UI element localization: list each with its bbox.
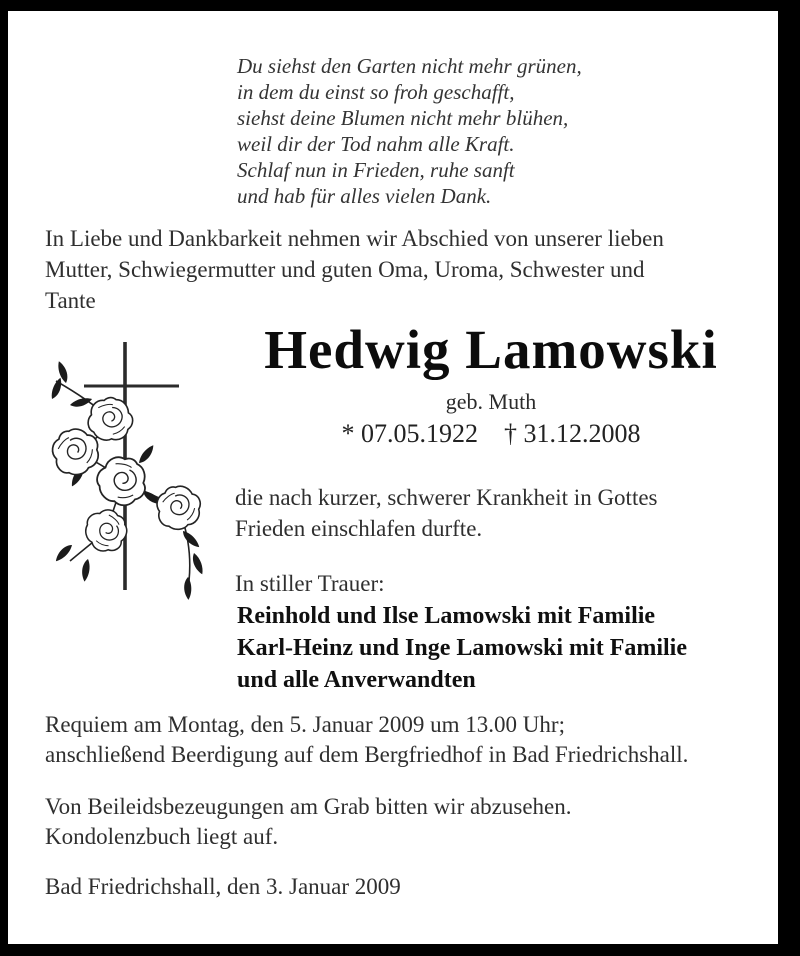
condolence-line: Von Beileidsbezeugungen am Grab bitten wir abzusehen. (45, 794, 572, 819)
circumstance-line: Frieden einschlafen durfte. (235, 516, 483, 541)
memorial-poem (237, 53, 582, 209)
deceased-block (235, 321, 747, 449)
circumstance-line: die nach kurzer, schwerer Krankheit in Gottes (235, 485, 658, 510)
poem-line: Du siehst den Garten nicht mehr grünen, (237, 54, 582, 78)
mourners-list (237, 600, 687, 696)
death-date: † 31.12.2008 (504, 419, 641, 448)
deceased-name: Hedwig Lamowski (264, 319, 718, 380)
poem-line: siehst deine Blumen nicht mehr blühen, (237, 106, 569, 130)
poem-line: in dem du einst so froh geschafft, (237, 80, 515, 104)
intro-line: Tante (45, 288, 96, 313)
rose-blossoms (47, 393, 204, 557)
condolence-line: Kondolenzbuch liegt auf. (45, 824, 279, 849)
intro-text (45, 223, 664, 316)
mourning-heading: In stiller Trauer: (235, 571, 385, 596)
intro-line: In Liebe und Dankbarkeit nehmen wir Abschied von unserer lieben (45, 226, 664, 251)
life-dates (235, 419, 747, 449)
birth-date: * 07.05.1922 (341, 419, 478, 448)
poem-line: und hab für alles vielen Dank. (237, 184, 492, 208)
mourner-name: Reinhold und Ilse Lamowski mit Familie (237, 603, 656, 629)
service-info (45, 710, 688, 770)
condolence-info (45, 792, 572, 852)
mourner-name: und alle Anverwandten (237, 667, 476, 693)
maiden-name: geb. Muth (445, 389, 537, 414)
intro-line: Mutter, Schwiegermutter und guten Oma, Uroma, Schwester und (45, 257, 645, 282)
mourner-name: Karl-Heinz und Inge Lamowski mit Familie (237, 635, 687, 661)
poem-line: Schlaf nun in Frieden, ruhe sanft (237, 158, 515, 182)
cross-roses-illustration (42, 337, 218, 603)
circumstance-text (235, 482, 658, 544)
service-line: Requiem am Montag, den 5. Januar 2009 um 13.00 Uhr; (45, 712, 565, 737)
service-line: anschließend Beerdigung auf dem Bergfriedhof in Bad Friedrichshall. (45, 742, 689, 767)
dateline: Bad Friedrichshall, den 3. Januar 2009 (45, 874, 401, 899)
poem-line: weil dir der Tod nahm alle Kraft. (237, 132, 515, 156)
obituary-page (8, 11, 778, 944)
